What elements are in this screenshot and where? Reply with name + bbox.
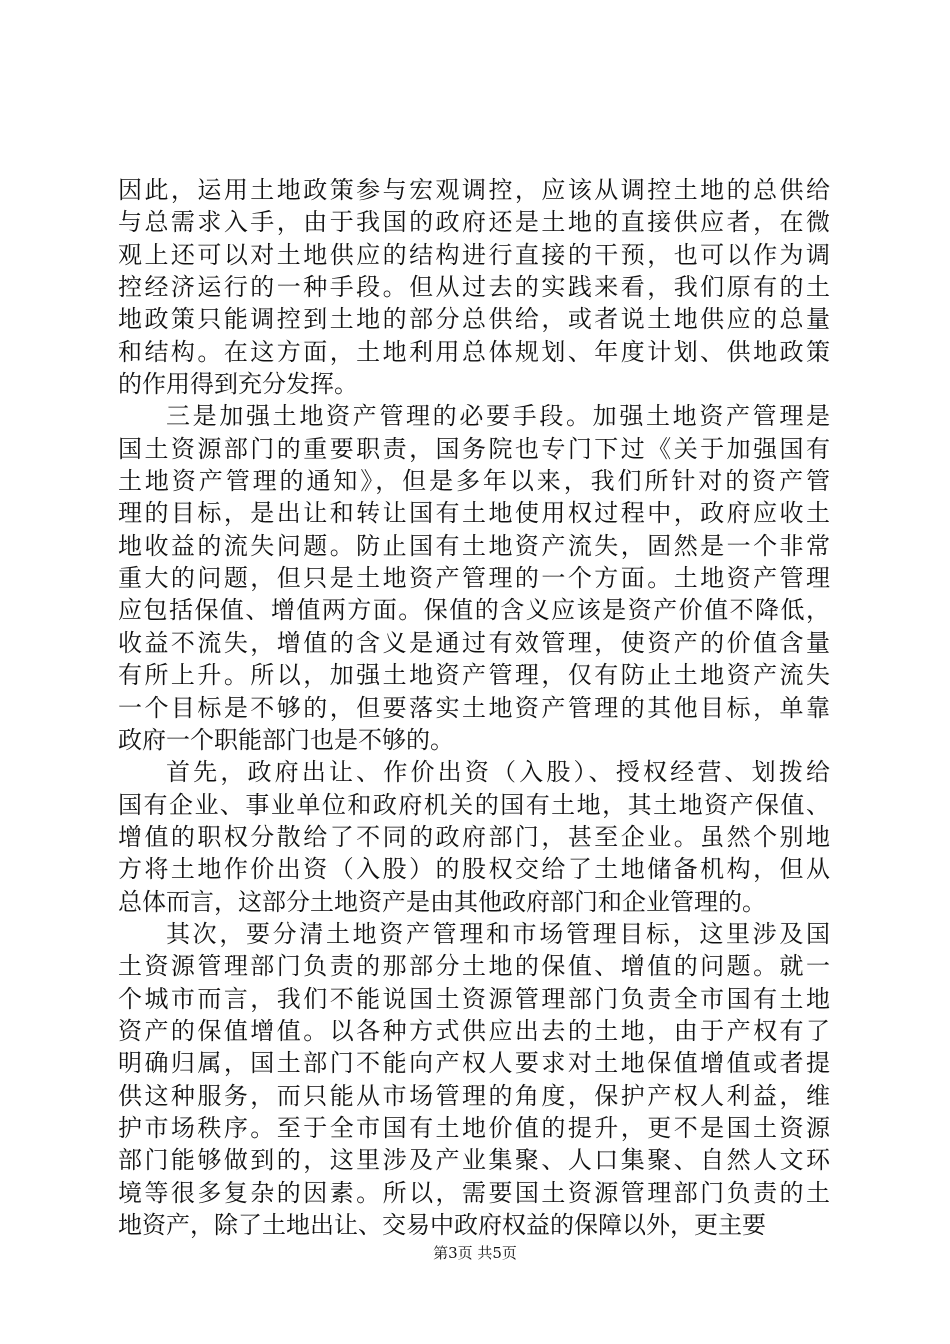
text-line: 其次，要分清土地资产管理和市场管理目标，这里涉及国	[166, 919, 830, 948]
text-line: 控经济运行的一种手段。但从过去的实践来看，我们原有的土	[118, 273, 830, 302]
text-line: 因此，运用土地政策参与宏观调控，应该从调控土地的总供给	[118, 176, 830, 204]
text-line: 地资产，除了土地出让、交易中政府权益的保障以外，更主要	[118, 1211, 766, 1239]
paragraph	[118, 918, 830, 1241]
text-line: 地收益的流失问题。防止国有土地资产流失，固然是一个非常	[118, 531, 830, 560]
page-number-footer: 第3页 共5页	[433, 1244, 517, 1262]
paragraph	[118, 174, 830, 400]
text-line: 政府一个职能部门也是不够的。	[118, 725, 454, 754]
paragraph	[118, 756, 830, 918]
text-line: 重大的问题，但只是土地资产管理的一个方面。土地资产管理	[118, 564, 830, 593]
text-line: 土资源管理部门负责的那部分土地的保值、增值的问题。就一	[118, 952, 830, 981]
text-line: 资产的保值增值。以各种方式供应出去的土地，由于产权有了	[118, 1016, 830, 1045]
text-line: 国有企业、事业单位和政府机关的国有土地，其土地资产保值、	[118, 790, 830, 819]
document-body	[118, 174, 830, 1241]
text-line: 理的目标，是出让和转让国有土地使用权过程中，政府应收土	[118, 499, 830, 528]
text-line: 部门能够做到的，这里涉及产业集聚、人口集聚、自然人文环	[118, 1146, 830, 1175]
text-line: 一个目标是不够的，但要落实土地资产管理的其他目标，单靠	[118, 693, 830, 722]
text-line: 土地资产管理的通知》，但是多年以来，我们所针对的资产管	[118, 467, 830, 496]
text-line: 总体而言，这部分土地资产是由其他政府部门和企业管理的。	[118, 887, 766, 916]
text-line: 明确归属，国土部门不能向产权人要求对土地保值增值或者提	[118, 1049, 830, 1078]
text-line: 观上还可以对土地供应的结构进行直接的干预，也可以作为调	[118, 240, 830, 269]
text-line: 方将土地作价出资（入股）的股权交给了土地储备机构，但从	[118, 855, 830, 884]
text-line: 国土资源部门的重要职责，国务院也专门下过《关于加强国有	[118, 434, 830, 463]
text-line: 和结构。在这方面，土地利用总体规划、年度计划、供地政策	[118, 337, 830, 366]
text-line: 首先，政府出让、作价出资（入股）、授权经营、划拨给	[166, 758, 830, 787]
text-line: 增值的职权分散给了不同的政府部门，甚至企业。虽然个别地	[118, 822, 830, 851]
text-line: 护市场秩序。至于全市国有土地价值的提升，更不是国土资源	[118, 1113, 830, 1142]
text-line: 有所上升。所以，加强土地资产管理，仅有防止土地资产流失	[118, 661, 830, 690]
text-line: 个城市而言，我们不能说国土资源管理部门负责全市国有土地	[118, 984, 830, 1013]
text-line: 的作用得到充分发挥。	[118, 370, 358, 399]
text-line: 收益不流失，增值的含义是通过有效管理，使资产的价值含量	[118, 628, 830, 657]
text-line: 地政策只能调控到土地的部分总供给，或者说土地供应的总量	[118, 305, 830, 334]
text-line: 应包括保值、增值两方面。保值的含义应该是资产价值不降低，	[118, 596, 830, 625]
paragraph	[118, 400, 830, 756]
text-line: 三是加强土地资产管理的必要手段。加强土地资产管理是	[166, 402, 830, 431]
text-line: 境等很多复杂的因素。所以，需要国土资源管理部门负责的土	[118, 1178, 830, 1207]
text-line: 供这种服务，而只能从市场管理的角度，保护产权人利益，维	[118, 1081, 830, 1110]
text-line: 与总需求入手，由于我国的政府还是土地的直接供应者，在微	[118, 208, 830, 237]
